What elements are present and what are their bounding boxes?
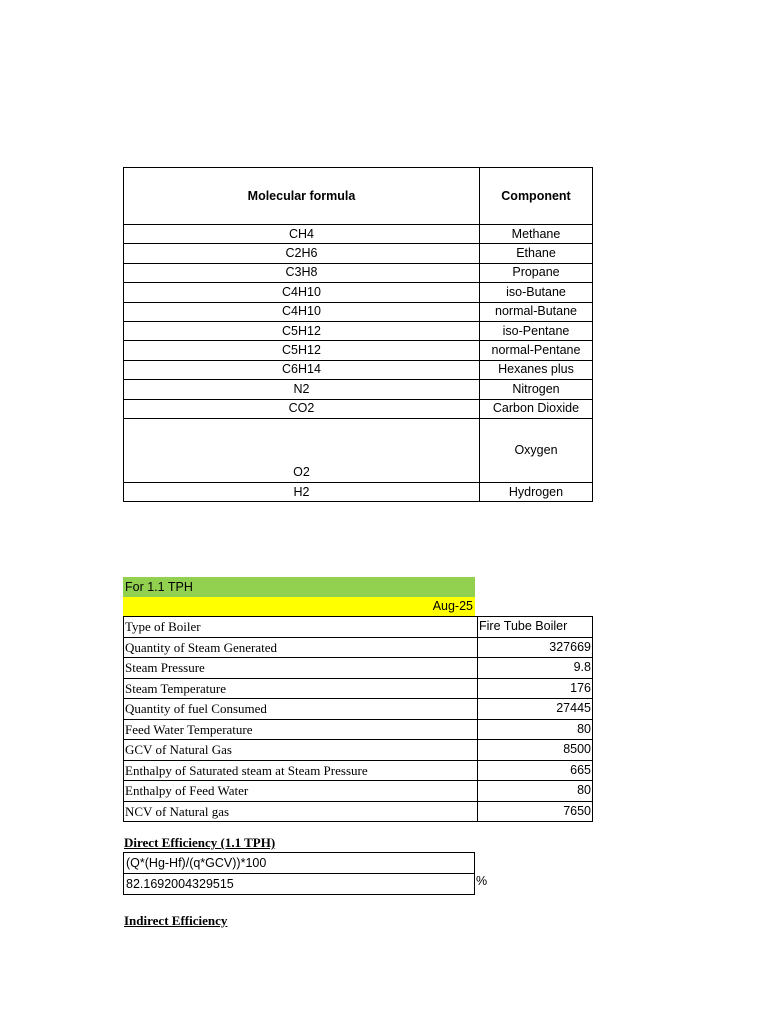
component-cell: normal-Pentane [480,341,593,360]
table-header-row [124,168,593,225]
table-row [124,302,593,321]
formula-cell: C4H10 [124,283,480,302]
table-row [124,853,475,874]
boiler-period-banner: Aug-25 [123,597,475,616]
component-cell: iso-Pentane [480,321,593,340]
parameter-value: 27445 [478,699,593,720]
boiler-parameters-table [123,616,593,822]
parameter-label: Enthalpy of Feed Water [124,781,478,802]
efficiency-formula: (Q*(Hg-Hf)/(q*GCV))*100 [124,853,475,874]
formula-cell: H2 [124,482,480,501]
parameter-value: 327669 [478,637,593,658]
table-row [124,801,593,822]
parameter-label: GCV of Natural Gas [124,740,478,761]
formula-cell: CH4 [124,225,480,244]
formula-cell: C5H12 [124,321,480,340]
formula-cell: C5H12 [124,341,480,360]
formula-cell: C3H8 [124,263,480,282]
formula-cell: C2H6 [124,244,480,263]
table-row [124,283,593,302]
formula-cell: C4H10 [124,302,480,321]
parameter-label: NCV of Natural gas [124,801,478,822]
parameter-value: 9.8 [478,658,593,679]
gas-composition-table [123,167,593,502]
formula-cell: C6H14 [124,360,480,379]
table-row [124,740,593,761]
efficiency-unit: % [476,874,488,888]
parameter-value: 176 [478,678,593,699]
header-molecular-formula: Molecular formula [124,168,480,225]
boiler-title-banner: For 1.1 TPH [123,577,475,597]
parameter-label: Type of Boiler [124,617,478,638]
table-row [124,244,593,263]
table-row [124,617,593,638]
efficiency-result: 82.1692004329515 [124,874,475,895]
table-row [124,874,475,895]
component-cell: Oxygen [480,418,593,482]
parameter-label: Quantity of Steam Generated [124,637,478,658]
table-row [124,399,593,418]
formula-cell: CO2 [124,399,480,418]
table-row [124,781,593,802]
table-row [124,341,593,360]
parameter-label: Feed Water Temperature [124,719,478,740]
component-cell: Hexanes plus [480,360,593,379]
table-row [124,719,593,740]
component-cell: Hydrogen [480,482,593,501]
component-cell: Nitrogen [480,380,593,399]
indirect-efficiency-heading: Indirect Efficiency [124,913,228,928]
header-component: Component [480,168,593,225]
formula-cell: N2 [124,380,480,399]
table-row [124,678,593,699]
component-cell: Carbon Dioxide [480,399,593,418]
component-cell: Propane [480,263,593,282]
parameter-value: 80 [478,719,593,740]
parameter-value: 7650 [478,801,593,822]
table-row [124,482,593,501]
parameter-value: 665 [478,760,593,781]
table-row [124,321,593,340]
direct-efficiency-heading: Direct Efficiency (1.1 TPH) [124,835,276,850]
table-row [124,760,593,781]
table-row [124,658,593,679]
parameter-label: Steam Pressure [124,658,478,679]
table-row [124,263,593,282]
component-cell: normal-Butane [480,302,593,321]
parameter-label: Quantity of fuel Consumed [124,699,478,720]
parameter-value: 80 [478,781,593,802]
component-cell: Ethane [480,244,593,263]
direct-efficiency-table [123,852,475,895]
table-row [124,699,593,720]
table-row [124,380,593,399]
parameter-value: Fire Tube Boiler [478,617,593,638]
parameter-label: Steam Temperature [124,678,478,699]
parameter-value: 8500 [478,740,593,761]
table-row [124,637,593,658]
table-row [124,225,593,244]
table-row [124,418,593,482]
component-cell: iso-Butane [480,283,593,302]
formula-cell: O2 [124,418,480,482]
parameter-label: Enthalpy of Saturated steam at Steam Pressure [124,760,478,781]
component-cell: Methane [480,225,593,244]
table-row [124,360,593,379]
